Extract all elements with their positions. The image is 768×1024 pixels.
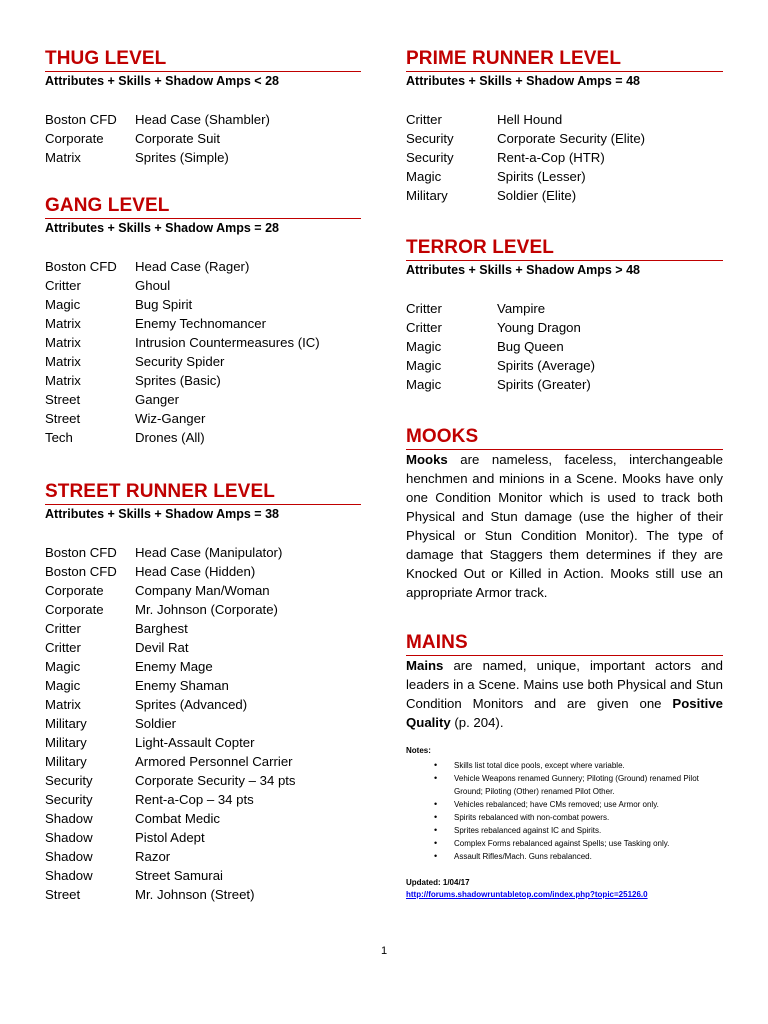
list-item bbox=[45, 657, 361, 676]
entry-label: Intrusion Countermeasures (IC) bbox=[135, 335, 320, 350]
entry-label: Young Dragon bbox=[497, 320, 581, 335]
list-item bbox=[45, 676, 361, 695]
list-item bbox=[45, 600, 361, 619]
mooks-section bbox=[406, 426, 723, 602]
list-item bbox=[406, 148, 723, 167]
category-label: Military bbox=[45, 716, 87, 731]
entry-label: Mr. Johnson (Street) bbox=[135, 887, 255, 902]
prime-runner-level-heading: PRIME RUNNER LEVEL bbox=[406, 48, 723, 72]
category-label: Military bbox=[45, 754, 87, 769]
entry-label: Ghoul bbox=[135, 278, 171, 293]
category-label: Corporate bbox=[45, 602, 104, 617]
entry-label: Vampire bbox=[497, 301, 546, 316]
entry-label: Head Case (Shambler) bbox=[135, 112, 270, 127]
entry-label: Head Case (Hidden) bbox=[135, 564, 256, 579]
terror-level-list bbox=[406, 299, 723, 394]
entry-label: Light-Assault Copter bbox=[135, 735, 255, 750]
entry-label: Devil Rat bbox=[135, 640, 189, 655]
note-item: • Vehicles rebalanced; have CMs removed; use Armor only. bbox=[434, 798, 723, 811]
gang-level-formula: Attributes + Skills + Shadow Amps = 28 bbox=[45, 221, 279, 235]
list-item bbox=[45, 619, 361, 638]
terror-level-heading: TERROR LEVEL bbox=[406, 237, 723, 261]
entry-label: Razor bbox=[135, 849, 171, 864]
category-label: Boston CFD bbox=[45, 112, 117, 127]
entry-label: Soldier (Elite) bbox=[497, 188, 577, 203]
list-item bbox=[45, 638, 361, 657]
list-item bbox=[406, 129, 723, 148]
entry-label: Pistol Adept bbox=[135, 830, 205, 845]
category-label: Shadow bbox=[45, 868, 93, 883]
category-label: Critter bbox=[406, 320, 442, 335]
category-label: Corporate bbox=[45, 583, 104, 598]
category-label: Matrix bbox=[45, 316, 81, 331]
list-item bbox=[406, 356, 723, 375]
entry-label: Hell Hound bbox=[497, 112, 563, 127]
entry-label: Head Case (Manipulator) bbox=[135, 545, 283, 560]
list-item bbox=[45, 733, 361, 752]
list-item bbox=[406, 375, 723, 394]
entry-label: Bug Queen bbox=[497, 339, 564, 354]
list-item bbox=[45, 314, 361, 333]
entry-label: Rent-a-Cop (HTR) bbox=[497, 150, 605, 165]
category-label: Critter bbox=[406, 301, 442, 316]
category-label: Critter bbox=[45, 621, 81, 636]
entry-label: Spirits (Average) bbox=[497, 358, 595, 373]
category-label: Security bbox=[406, 131, 454, 146]
mooks-text: are nameless, faceless, interchangeable henchmen and minions in a Scene. Mooks have only one Condition Monitor which is used to track both Physical and Stun damage (use the higher of their Physical or Stun Condition Monitor). The type of damage that Staggers them determines if they are Knocked Out or Killed in Action. Mooks still use an appropriate Armor track. bbox=[406, 452, 723, 600]
entry-label: Corporate Suit bbox=[135, 131, 221, 146]
mooks-heading: MOOKS bbox=[406, 426, 723, 450]
category-label: Shadow bbox=[45, 830, 93, 845]
list-item bbox=[45, 276, 361, 295]
thug-level-formula: Attributes + Skills + Shadow Amps < 28 bbox=[45, 74, 279, 88]
prime-runner-level-formula: Attributes + Skills + Shadow Amps = 48 bbox=[406, 74, 640, 88]
entry-label: Corporate Security (Elite) bbox=[497, 131, 646, 146]
category-label: Tech bbox=[45, 430, 73, 445]
thug-level-section bbox=[45, 48, 361, 167]
category-label: Security bbox=[406, 150, 454, 165]
category-label: Military bbox=[406, 188, 448, 203]
gang-level-section bbox=[45, 195, 361, 447]
list-item bbox=[45, 129, 361, 148]
category-label: Magic bbox=[45, 678, 81, 693]
list-item bbox=[45, 866, 361, 885]
note-item: • Sprites rebalanced against IC and Spirits. bbox=[434, 824, 723, 837]
gang-level-heading: GANG LEVEL bbox=[45, 195, 361, 219]
street-runner-level-formula: Attributes + Skills + Shadow Amps = 38 bbox=[45, 507, 279, 521]
category-label: Boston CFD bbox=[45, 564, 117, 579]
category-label: Magic bbox=[45, 659, 81, 674]
entry-label: Mr. Johnson (Corporate) bbox=[135, 602, 278, 617]
mains-heading: MAINS bbox=[406, 632, 723, 656]
note-item: • Spirits rebalanced with non-combat powers. bbox=[434, 811, 723, 824]
list-item bbox=[45, 790, 361, 809]
category-label: Shadow bbox=[45, 811, 93, 826]
list-item bbox=[45, 352, 361, 371]
right-column bbox=[406, 48, 723, 901]
list-item bbox=[45, 752, 361, 771]
category-label: Street bbox=[45, 887, 81, 902]
notes-label: Notes: bbox=[406, 746, 431, 755]
list-item bbox=[45, 110, 361, 129]
list-item bbox=[45, 847, 361, 866]
list-item bbox=[45, 809, 361, 828]
category-label: Critter bbox=[45, 640, 81, 655]
mains-lead-term: Mains bbox=[406, 658, 444, 673]
list-item bbox=[406, 318, 723, 337]
list-item bbox=[45, 371, 361, 390]
left-column bbox=[45, 48, 361, 904]
entry-label: Ganger bbox=[135, 392, 179, 407]
entry-label: Security Spider bbox=[135, 354, 225, 369]
entry-label: Head Case (Rager) bbox=[135, 259, 250, 274]
mains-text: are named, unique, important actors and leaders in a Scene. Mains use both Physical and Stun Condition Monitors and are given one bbox=[406, 658, 723, 711]
list-item bbox=[45, 714, 361, 733]
note-item: • Vehicle Weapons renamed Gunnery; Piloting (Ground) renamed Pilot Ground; Piloting (Other) renamed Pilot Other. bbox=[434, 772, 723, 798]
mains-page-ref: (p. 204). bbox=[450, 715, 504, 730]
entry-label: Enemy Mage bbox=[135, 659, 213, 674]
entry-label: Bug Spirit bbox=[135, 297, 193, 312]
list-item bbox=[406, 167, 723, 186]
category-label: Magic bbox=[406, 358, 442, 373]
list-item bbox=[45, 295, 361, 314]
category-label: Critter bbox=[45, 278, 81, 293]
entry-label: Armored Personnel Carrier bbox=[135, 754, 293, 769]
note-item: • Complex Forms rebalanced against Spells; use Tasking only. bbox=[434, 837, 723, 850]
terror-level-formula: Attributes + Skills + Shadow Amps > 48 bbox=[406, 263, 640, 277]
category-label: Magic bbox=[406, 169, 442, 184]
list-item bbox=[45, 409, 361, 428]
entry-label: Spirits (Lesser) bbox=[497, 169, 586, 184]
category-label: Magic bbox=[45, 297, 81, 312]
entry-label: Rent-a-Cop – 34 pts bbox=[135, 792, 254, 807]
category-label: Matrix bbox=[45, 335, 81, 350]
category-label: Security bbox=[45, 792, 93, 807]
note-item: • Assault Rifles/Mach. Guns rebalanced. bbox=[434, 850, 723, 863]
list-item bbox=[406, 299, 723, 318]
street-runner-level-list bbox=[45, 543, 361, 904]
mains-section bbox=[406, 632, 723, 901]
list-item bbox=[45, 885, 361, 904]
gang-level-list bbox=[45, 257, 361, 447]
positive-quality-term: Positive Quality bbox=[406, 696, 723, 730]
category-label: Boston CFD bbox=[45, 259, 117, 274]
entry-label: Sprites (Simple) bbox=[135, 150, 229, 165]
entry-label: Enemy Technomancer bbox=[135, 316, 266, 331]
thug-level-list bbox=[45, 110, 361, 167]
list-item bbox=[45, 257, 361, 276]
entry-label: Street Samurai bbox=[135, 868, 223, 883]
updated-date: Updated: 1/04/17 bbox=[406, 878, 470, 887]
category-label: Street bbox=[45, 411, 81, 426]
entry-label: Soldier bbox=[135, 716, 177, 731]
street-runner-level-section bbox=[45, 481, 361, 904]
list-item bbox=[45, 148, 361, 167]
mooks-paragraph bbox=[406, 450, 723, 602]
entry-label: Enemy Shaman bbox=[135, 678, 229, 693]
list-item bbox=[45, 333, 361, 352]
entry-label: Corporate Security – 34 pts bbox=[135, 773, 296, 788]
entry-label: Combat Medic bbox=[135, 811, 221, 826]
mains-paragraph bbox=[406, 656, 723, 732]
entry-label: Spirits (Greater) bbox=[497, 377, 591, 392]
page-number: 1 bbox=[380, 945, 388, 957]
note-item: • Skills list total dice pools, except where variable. bbox=[434, 759, 723, 772]
category-label: Magic bbox=[406, 339, 442, 354]
category-label: Matrix bbox=[45, 150, 81, 165]
category-label: Security bbox=[45, 773, 93, 788]
list-item bbox=[45, 562, 361, 581]
street-runner-level-heading: STREET RUNNER LEVEL bbox=[45, 481, 361, 505]
category-label: Matrix bbox=[45, 354, 81, 369]
list-item bbox=[45, 828, 361, 847]
list-item bbox=[45, 428, 361, 447]
list-item bbox=[45, 543, 361, 562]
mooks-lead-term: Mooks bbox=[406, 452, 448, 467]
prime-runner-level-section bbox=[406, 48, 723, 205]
entry-label: Barghest bbox=[135, 621, 188, 636]
category-label: Street bbox=[45, 392, 81, 407]
category-label: Military bbox=[45, 735, 87, 750]
list-item bbox=[45, 771, 361, 790]
forum-link[interactable]: http://forums.shadowruntabletop.com/index.php?topic=25126.0 bbox=[406, 890, 648, 899]
category-label: Boston CFD bbox=[45, 545, 117, 560]
list-item bbox=[45, 581, 361, 600]
entry-label: Wiz-Ganger bbox=[135, 411, 206, 426]
category-label: Magic bbox=[406, 377, 442, 392]
updated-block bbox=[406, 877, 723, 901]
list-item bbox=[45, 390, 361, 409]
category-label: Critter bbox=[406, 112, 442, 127]
list-item bbox=[45, 695, 361, 714]
list-item bbox=[406, 186, 723, 205]
entry-label: Sprites (Basic) bbox=[135, 373, 221, 388]
category-label: Shadow bbox=[45, 849, 93, 864]
category-label: Matrix bbox=[45, 697, 81, 712]
category-label: Matrix bbox=[45, 373, 81, 388]
entry-label: Drones (All) bbox=[135, 430, 205, 445]
thug-level-heading: THUG LEVEL bbox=[45, 48, 361, 72]
list-item bbox=[406, 110, 723, 129]
list-item bbox=[406, 337, 723, 356]
category-label: Corporate bbox=[45, 131, 104, 146]
prime-runner-level-list bbox=[406, 110, 723, 205]
notes-list bbox=[406, 759, 723, 863]
entry-label: Sprites (Advanced) bbox=[135, 697, 248, 712]
entry-label: Company Man/Woman bbox=[135, 583, 270, 598]
terror-level-section bbox=[406, 237, 723, 394]
